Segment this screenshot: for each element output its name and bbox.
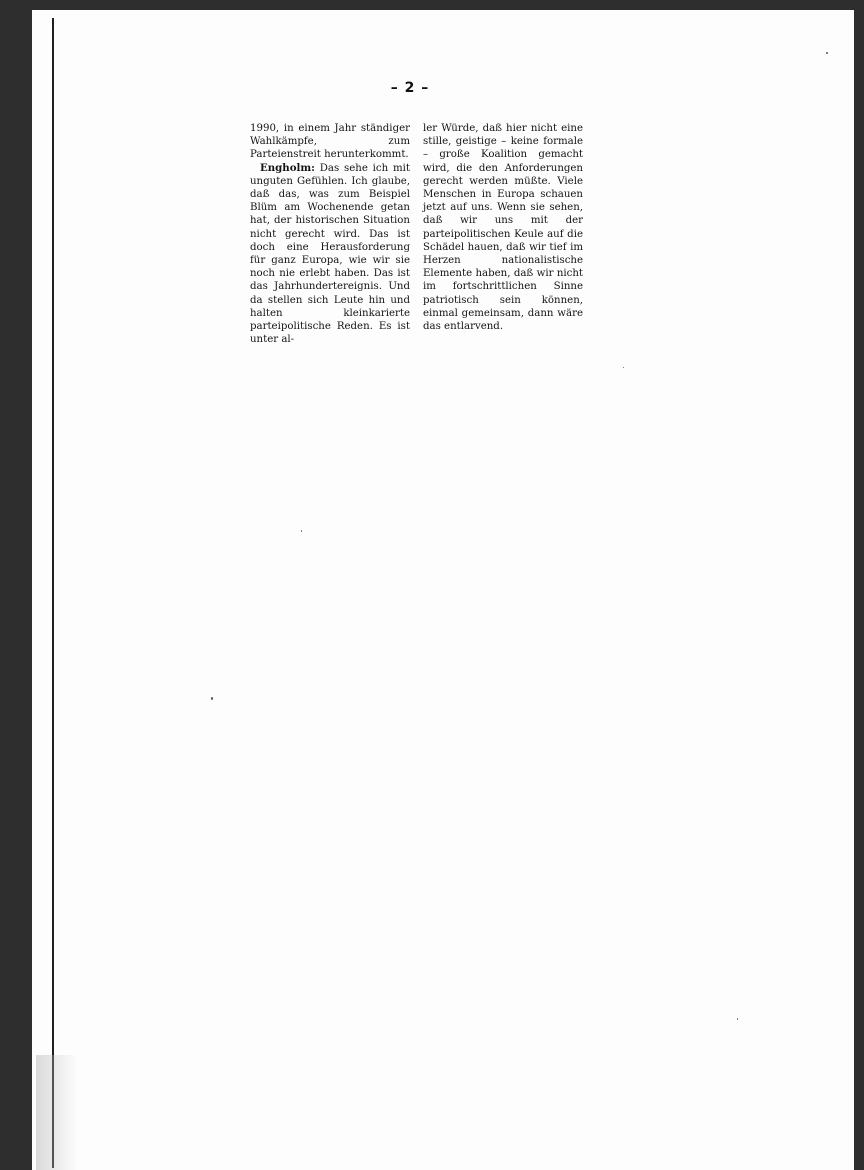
scan-shadow <box>36 1055 78 1170</box>
text-column-right <box>423 122 583 333</box>
scan-speck <box>623 367 624 368</box>
speaker-name: Engholm: <box>260 161 315 174</box>
paragraph: 1990, in einem Jahr ständiger Wahlkämpfe, zum Parteienstreit herunterkommt. <box>250 123 410 161</box>
paragraph: ler Würde, daß hier nicht eine stille, geistige – keine formale – große Koalition gemacht wird, die den Anforderungen gerecht werden müßte. Viele Menschen in Europa schauen jetzt auf uns. Wenn sie sehen, daß wir uns mit der parteipolitischen Keule auf die Schädel hauen, daß wir tief im Herzen nationalistische Elemente haben, daß wir nicht im fortschrittlichen Sinne patriotisch sein können, einmal gemeinsam, dann wäre das entlarvend. <box>423 123 583 333</box>
speech-text: Das sehe ich mit unguten Gefühlen. Ich glaube, daß das, was zum Beispiel Blüm am Wochenende getan hat, der historischen Situation nicht gerecht wird. Das ist doch eine Herausforderung für ganz Europa, wie wir sie noch nie erlebt haben. Das ist das Jahrhundertereignis. Und da stellen sich Leute hin und halten kleinkarierte parteipolitische Reden. Es ist unter al- <box>250 162 410 346</box>
scan-speck <box>826 52 828 54</box>
paragraph-engholm <box>250 162 410 347</box>
text-column-left <box>250 122 410 346</box>
scan-speck <box>301 530 302 532</box>
scan-edge-line <box>52 18 54 1168</box>
page-number: – 2 – <box>390 80 430 96</box>
scan-speck <box>737 1018 738 1020</box>
scan-speck <box>211 697 213 700</box>
